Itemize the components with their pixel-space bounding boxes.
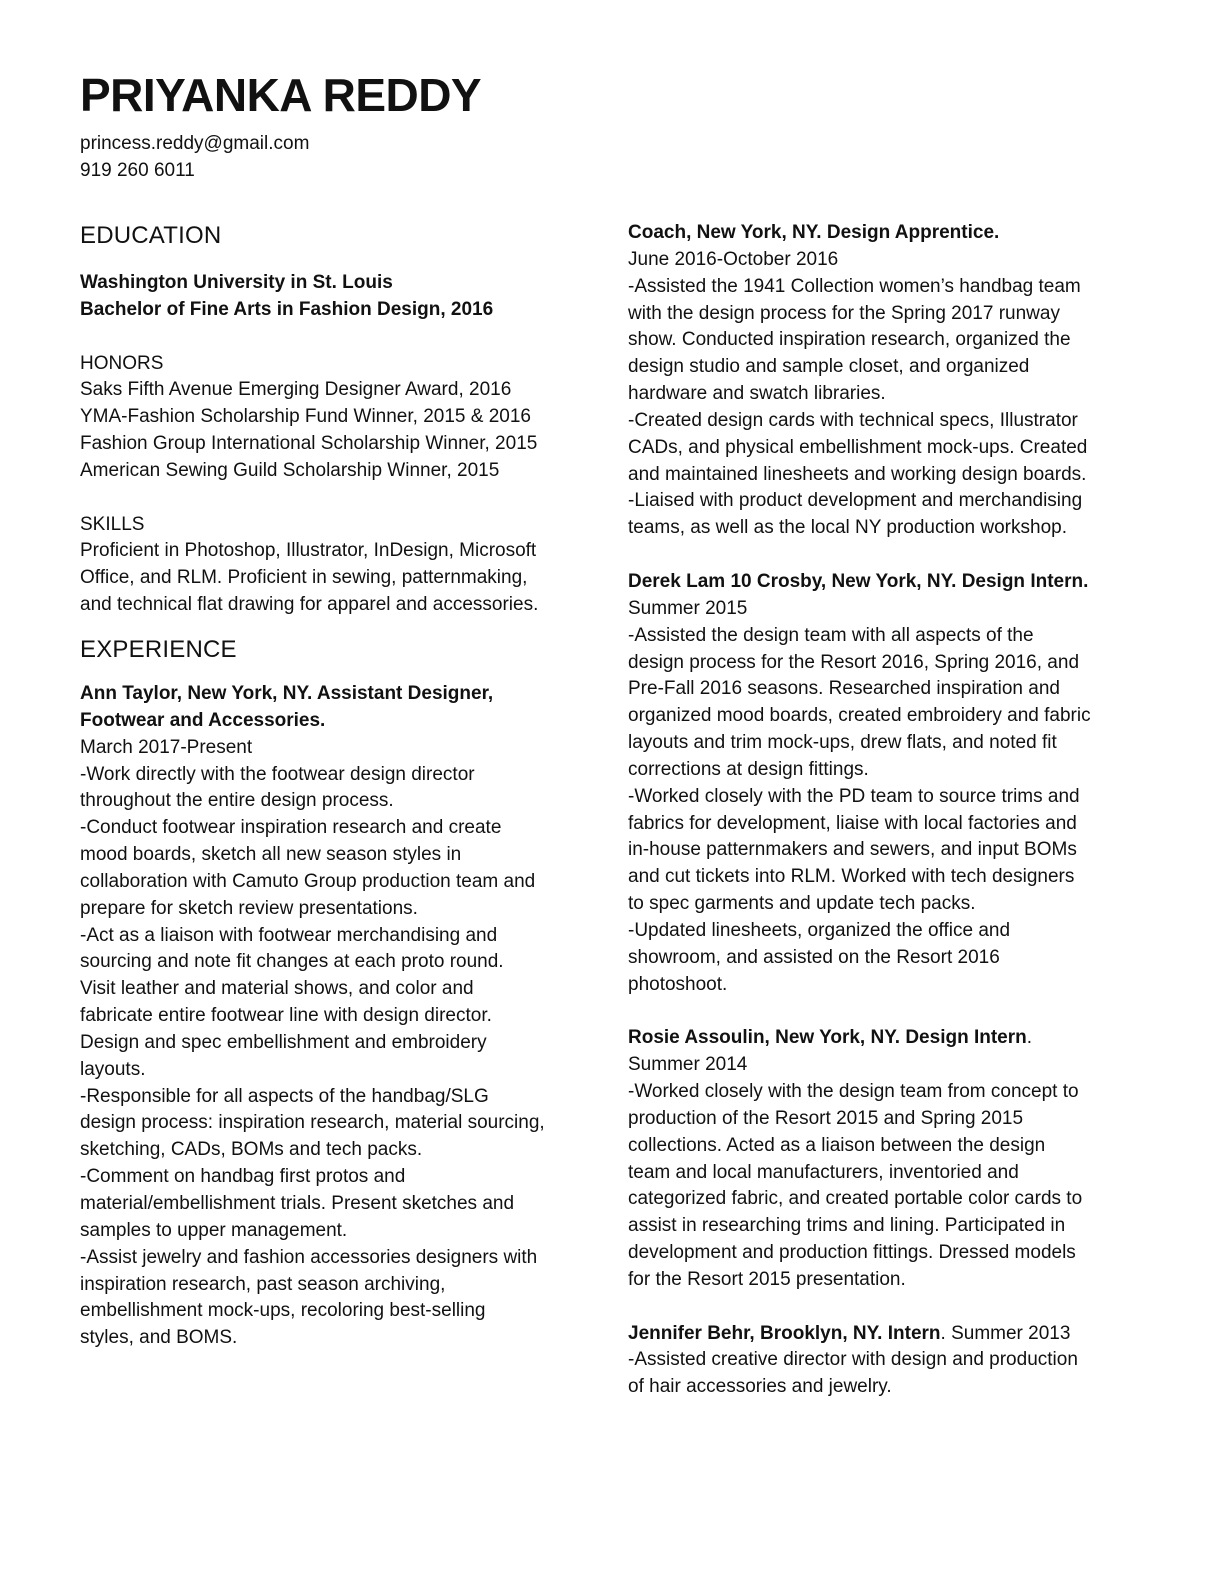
degree: Bachelor of Fine Arts in Fashion Design, 2016 [80, 298, 494, 320]
job-line: CADs, and physical embellishment mock-ups. Created [628, 436, 1088, 458]
experience-heading: EXPERIENCE [80, 635, 237, 663]
job-line: design process: inspiration research, material sourcing, [80, 1112, 545, 1134]
job-line: team and local manufacturers, inventoried and [628, 1161, 1019, 1183]
job-ann-taylor [80, 681, 580, 1352]
job-line: -Updated linesheets, organized the office and [628, 919, 1011, 941]
job-line: in-house patternmakers and sewers, and input BOMs [628, 839, 1077, 861]
job-line: fabricate entire footwear line with design director. [80, 1005, 492, 1027]
job-line: and cut tickets into RLM. Worked with tech designers [628, 866, 1075, 888]
job-jennifer-behr [628, 1321, 1128, 1402]
left-column [80, 222, 580, 1352]
job-line: prepare for sketch review presentations. [80, 897, 418, 919]
job-rosie-assoulin [628, 1025, 1128, 1293]
job-line: inspiration research, past season archiving, [80, 1273, 446, 1295]
skills-line: and technical flat drawing for apparel and accessories. [80, 594, 539, 616]
job-line: design process for the Resort 2016, Spring 2016, and [628, 651, 1080, 673]
job-line: show. Conducted inspiration research, organized the [628, 329, 1071, 351]
job-line: showroom, and assisted on the Resort 2016 [628, 946, 1000, 968]
job-line: sketching, CADs, BOMs and tech packs. [80, 1139, 423, 1161]
skills-heading: SKILLS [80, 513, 145, 535]
contact-info [80, 131, 309, 184]
job-dates: Summer 2015 [628, 597, 748, 619]
job-line: development and production fittings. Dressed models [628, 1242, 1076, 1264]
honor-item: Saks Fifth Avenue Emerging Designer Award, 2016 [80, 379, 512, 401]
job-line: hardware and swatch libraries. [628, 383, 886, 405]
job-line: -Liaised with product development and merchandising [628, 490, 1083, 512]
honors-heading: HONORS [80, 352, 164, 374]
job-line: layouts and trim mock-ups, drew flats, and noted fit [628, 732, 1057, 754]
job-dates: March 2017-Present [80, 736, 253, 758]
job-line: -Conduct footwear inspiration research and create [80, 817, 502, 839]
skills-line: Office, and RLM. Proficient in sewing, patternmaking, [80, 567, 528, 589]
job-line: -Assisted the design team with all aspects of the [628, 624, 1034, 646]
job-line: throughout the entire design process. [80, 790, 394, 812]
job-line: Design and spec embellishment and embroidery [80, 1031, 487, 1053]
job-line: -Worked closely with the PD team to source trims and [628, 785, 1080, 807]
job-line: fabrics for development, liaise with local factories and [628, 812, 1077, 834]
job-title-tail: . [1026, 1027, 1033, 1049]
job-line: collections. Acted as a liaison between the design [628, 1134, 1046, 1156]
job-line: Pre-Fall 2016 seasons. Researched inspiration and [628, 678, 1060, 700]
job-line: styles, and BOMS. [80, 1327, 238, 1349]
job-title [628, 1321, 1128, 1348]
honor-item: American Sewing Guild Scholarship Winner, 2015 [80, 459, 500, 481]
job-line: of hair accessories and jewelry. [628, 1376, 892, 1398]
education-heading: EDUCATION [80, 222, 222, 249]
job-line: mood boards, sketch all new season styles in [80, 844, 462, 866]
honor-item: YMA-Fashion Scholarship Fund Winner, 2015 & 2016 [80, 406, 531, 428]
job-line: teams, as well as the local NY production workshop. [628, 517, 1067, 539]
candidate-name: PRIYANKA REDDY [80, 69, 482, 121]
job-title: Derek Lam 10 Crosby, New York, NY. Design Intern. [628, 570, 1089, 592]
job-line: material/embellishment trials. Present sketches and [80, 1193, 515, 1214]
job-line: corrections at design fittings. [628, 758, 869, 780]
email-address: princess.reddy@gmail.com [80, 133, 310, 154]
job-line: and maintained linesheets and working design boards. [628, 463, 1087, 485]
job-line: -Assist jewelry and fashion accessories designers with [80, 1246, 538, 1268]
honor-item: Fashion Group International Scholarship Winner, 2015 [80, 433, 538, 455]
job-line: production of the Resort 2015 and Spring 2015 [628, 1107, 1024, 1129]
right-column [628, 220, 1128, 1401]
job-line: -Worked closely with the design team from concept to [628, 1081, 1079, 1102]
phone-number: 919 260 6011 [80, 159, 195, 181]
job-title-tail: . Summer 2013 [940, 1322, 1071, 1344]
skills-line: Proficient in Photoshop, Illustrator, InDesign, Microsoft [80, 540, 537, 562]
job-line: layouts. [80, 1058, 146, 1080]
job-line: categorized fabric, and created portable color cards to [628, 1188, 1083, 1210]
job-line: -Comment on handbag first protos and [80, 1166, 406, 1188]
job-line: with the design process for the Spring 2017 runway [628, 302, 1060, 324]
job-title: Coach, New York, NY. Design Apprentice. [628, 222, 1000, 243]
school-name: Washington University in St. Louis [80, 272, 393, 293]
job-line: to spec garments and update tech packs. [628, 893, 976, 915]
job-line: assist in researching trims and lining. Participated in [628, 1215, 1066, 1237]
job-title-bold: Rosie Assoulin, New York, NY. Design Intern [628, 1027, 1027, 1049]
job-line: -Work directly with the footwear design director [80, 763, 475, 785]
job-line: design studio and sample closet, and organized [628, 356, 1030, 378]
job-line: -Act as a liaison with footwear merchandising and [80, 924, 498, 946]
job-line: -Created design cards with technical specs, Illustrator [628, 409, 1078, 431]
job-title [628, 1025, 1128, 1052]
job-derek-lam [628, 569, 1128, 999]
job-line: -Responsible for all aspects of the handbag/SLG [80, 1085, 489, 1107]
job-title: Footwear and Accessories. [80, 709, 326, 731]
job-line: collaboration with Camuto Group production team and [80, 870, 536, 892]
job-dates: Summer 2014 [628, 1054, 748, 1076]
job-line: photoshoot. [628, 973, 728, 995]
job-line: Visit leather and material shows, and color and [80, 978, 474, 1000]
job-title: Ann Taylor, New York, NY. Assistant Designer, [80, 682, 494, 704]
job-dates: June 2016-October 2016 [628, 248, 839, 270]
job-line: organized mood boards, created embroidery and fabric [628, 705, 1091, 727]
job-line: -Assisted creative director with design and production [628, 1349, 1078, 1371]
job-line: for the Resort 2015 presentation. [628, 1268, 906, 1290]
job-line: embellishment mock-ups, recoloring best-selling [80, 1300, 486, 1322]
job-coach [628, 220, 1128, 542]
job-line: sourcing and note fit changes at each proto round. [80, 951, 504, 973]
job-line: samples to upper management. [80, 1219, 348, 1241]
job-line: -Assisted the 1941 Collection women’s handbag team [628, 275, 1081, 297]
job-title-bold: Jennifer Behr, Brooklyn, NY. Intern [628, 1322, 941, 1344]
